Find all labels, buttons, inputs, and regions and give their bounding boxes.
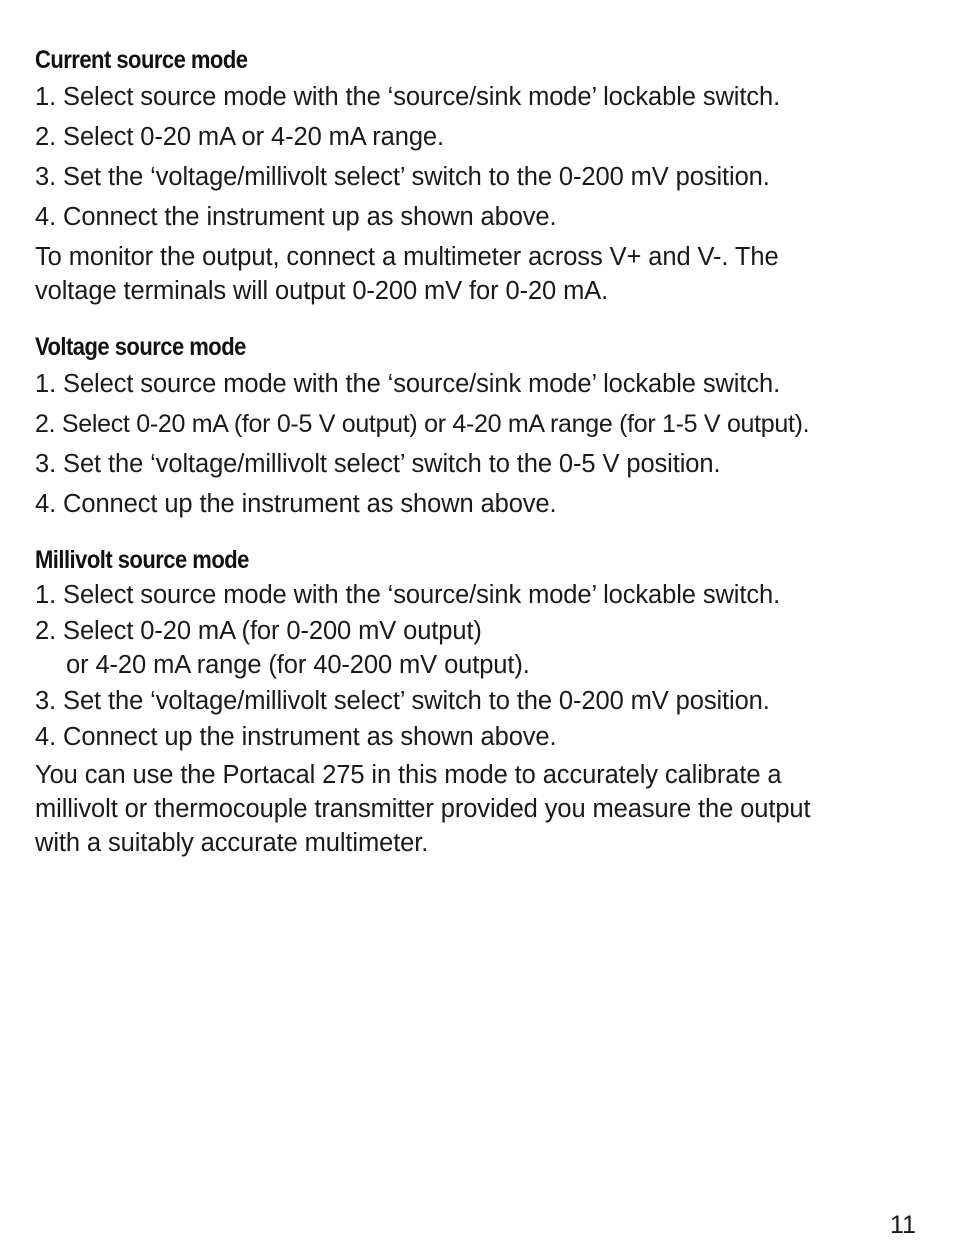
step-item: 3. Set the ‘voltage/millivolt select’ switch to the 0-200 mV position. bbox=[35, 163, 770, 191]
step-item: 2. Select 0-20 mA (for 0-5 V output) or 4-20 mA range (for 1-5 V output). bbox=[35, 410, 810, 438]
step-item: 4. Connect up the instrument as shown above. bbox=[35, 490, 557, 518]
step-item: 1. Select source mode with the ‘source/sink mode’ lockable switch. bbox=[35, 370, 781, 398]
section-millivolt-source-mode bbox=[35, 545, 920, 860]
step-item: 2. Select 0-20 mA (for 0-200 mV output) bbox=[35, 617, 482, 645]
step-item: 1. Select source mode with the ‘source/sink mode’ lockable switch. bbox=[35, 581, 781, 609]
note-line: To monitor the output, connect a multimeter across V+ and V-. The bbox=[35, 243, 779, 271]
note-line: with a suitably accurate multimeter. bbox=[35, 829, 429, 857]
step-item-continuation: or 4-20 mA range (for 40-200 mV output). bbox=[66, 651, 530, 679]
section-heading: Millivolt source mode bbox=[35, 546, 249, 574]
section-heading: Current source mode bbox=[35, 46, 248, 74]
note-line: voltage terminals will output 0-200 mV for 0-20 mA. bbox=[35, 277, 609, 305]
step-item: 4. Connect up the instrument as shown above. bbox=[35, 723, 557, 751]
section-current-source-mode bbox=[35, 45, 920, 308]
step-item: 3. Set the ‘voltage/millivolt select’ switch to the 0-200 mV position. bbox=[35, 687, 770, 715]
note-line: You can use the Portacal 275 in this mode to accurately calibrate a bbox=[35, 761, 782, 789]
page-number: 11 bbox=[890, 1211, 916, 1239]
section-voltage-source-mode bbox=[35, 332, 920, 521]
step-item: 3. Set the ‘voltage/millivolt select’ switch to the 0-5 V position. bbox=[35, 450, 721, 478]
step-item: 1. Select source mode with the ‘source/sink mode’ lockable switch. bbox=[35, 83, 781, 111]
step-item: 4. Connect the instrument up as shown above. bbox=[35, 203, 557, 231]
note-line: millivolt or thermocouple transmitter provided you measure the output bbox=[35, 795, 811, 823]
step-item: 2. Select 0-20 mA or 4-20 mA range. bbox=[35, 123, 444, 151]
section-heading: Voltage source mode bbox=[35, 333, 246, 361]
